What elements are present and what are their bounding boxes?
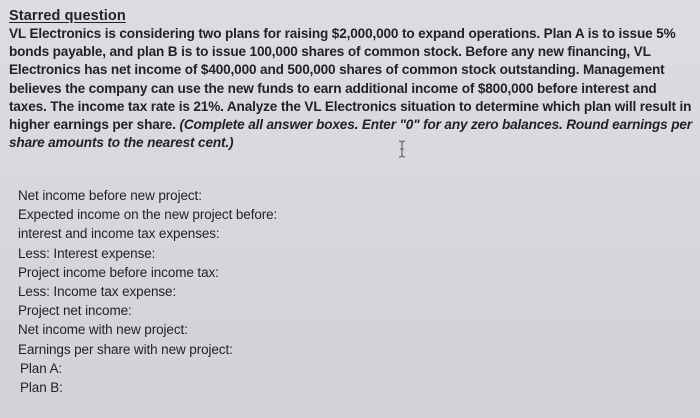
row-net-income-before: Net income before new project: <box>18 188 202 203</box>
row-project-net-income: Project net income: <box>18 303 132 319</box>
question-text <box>9 25 695 152</box>
row-plan-a: Plan A: <box>20 360 63 376</box>
row-eps-with-project: Earnings per share with new project: <box>18 341 233 357</box>
row-net-income-with-project: Net income with new project: <box>18 322 188 338</box>
row-project-income-before-tax: Project income before income tax: <box>18 264 219 280</box>
starred-question-title: Starred question <box>9 8 126 24</box>
row-less-income-tax: Less: Income tax expense: <box>18 284 177 300</box>
answer-lines <box>18 186 277 397</box>
row-less-interest: Less: Interest expense: <box>18 245 156 261</box>
text-cursor-icon <box>397 140 407 158</box>
question-body: VL Electronics is considering two plans for raising $2,000,000 to expand operations. Plan A is to issue 5% bonds payable, and plan B is to issue 100,000 shares of common stock. Before any new financing, VL Electronics has net income of $400,000 and 500,000 shares of common stock outstanding. Management believes the company can use the new funds to earn additional income of $800,000 before interest and taxes. The income tax rate is 21%. Analyze the VL Electronics situation to determine which plan will result in higher earnings per share. <box>9 26 692 133</box>
row-expected-income: Expected income on the new project before: <box>18 207 278 223</box>
row-interest-income-tax: interest and income tax expenses: <box>18 226 220 242</box>
question-instruction: (Complete all answer boxes. Enter "0" for any zero balances. Round earnings per share amounts to the nearest cent.) <box>9 117 692 151</box>
row-plan-b: Plan B: <box>20 380 63 396</box>
